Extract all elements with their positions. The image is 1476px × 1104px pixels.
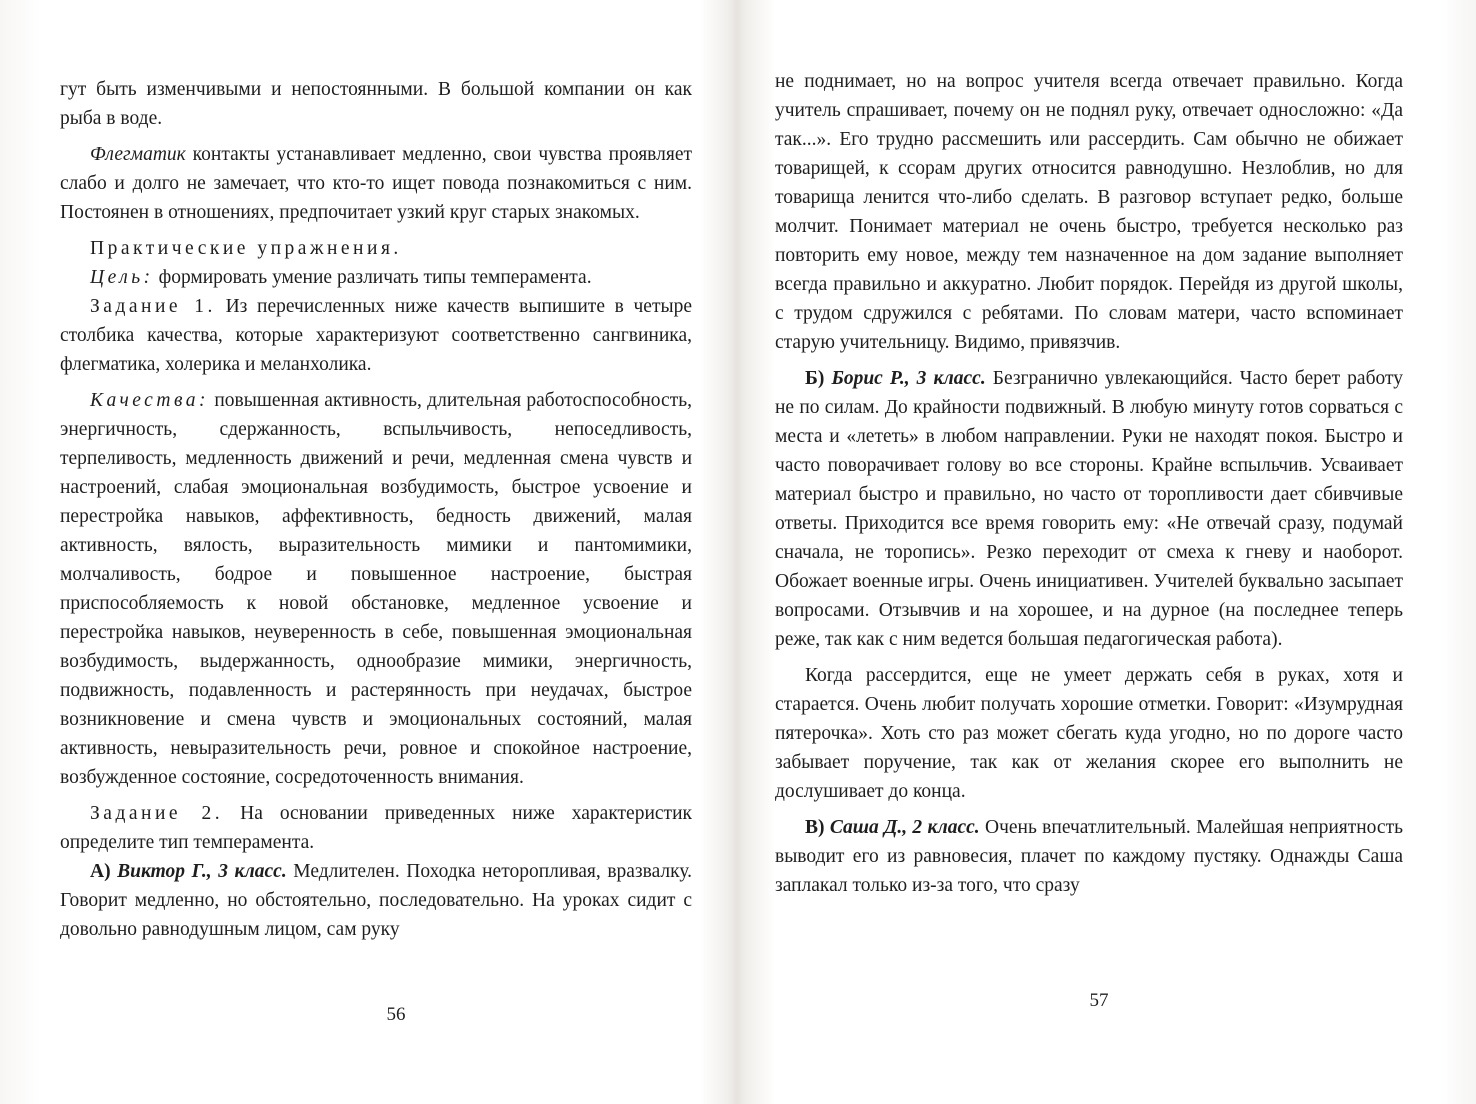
case-b-name: Борис Р., 3 класс. <box>831 368 986 389</box>
paragraph-case-b: Б) Борис Р., 3 класс. Безгранично увлекающийся. Часто берет работу не по силам. До крайности подвижный. В любую минуту готов сорваться с места и «лететь» в любом направлении. Руки не находят покоя. Быстро и часто поворачивает голову во все стороны. Крайне вспыльчив. Усваивает материал быстро и правильно, но часто от торопливости дает сбивчивые ответы. Приходится все время говорить ему: «Не отвечай сразу, подумай сначала, не торопись». Резко переходит от смеха к гневу и наоборот. Обожает военные игры. Очень инициативен. Учителей буквально засыпает вопросами. Отзывчив и на хорошее, и на дурное (на последнее теперь реже, так как с ним ведется большая педагогическая работа). <box>775 368 1404 650</box>
label-task-2: Задание 2. <box>90 803 224 824</box>
paragraph-continuation: не поднимает, но на вопрос учителя всегда отвечает правильно. Когда учитель спрашивает, почему он не поднял руку, отвечает односложно: «Да так...». Его трудно рассмешить или рассердить. Сам обычно не обижает товарищей, к ссорам других относится равнодушно. Незлоблив, но для товарища ленится что-либо сделать. В разговор вступает редко, больше молчит. Понимает материал не очень быстро, требуется несколько раз повторить ему новое, между тем назначенное на дом задание выполняет всегда правильно и аккуратно. Любит порядок. Перейдя из другой школы, с трудом сдружился с ребятами. По словам матери, часто вспоминает старую учительницу. Видимо, привязчив. <box>775 71 1403 353</box>
paragraph-case-c: В) Саша Д., 2 класс. Очень впечатлительный. Малейшая неприятность выводит его из равновесия, плачет по каждому пустяку. Однажды Саша заплакал только из-за того, что сразу <box>775 817 1403 896</box>
case-c-name: Саша Д., 2 класс. <box>829 817 980 838</box>
label-goal: Цель: <box>90 267 154 288</box>
paragraph-phlegmatic: Флегматик контакты устанавливает медленно, свои чувства проявляет слабо и долго не замечает, что кто-то ищет повода познакомиться с ним. Постоянен в отношениях, предпочитает узкий круг старых знакомых. <box>60 144 692 223</box>
paragraph-qualities: Качества: повышенная активность, длительная работоспособность, энергичность, сдержанность, вспыльчивость, непоседливость, терпеливость, медленность движений и речи, медленная смена чувств и настроений, слабая эмоциональная возбудимость, быстрое усвоение и перестройка навыков, аффективность, бедность движений, малая активность, вялость, выразительность мимики и пантомимики, молчаливость, бодрое и повышенное настроение, быстрая приспособляемость к новой обстановке, медленное усвоение и перестройка навыков, неуверенность в себе, повышенная эмоциональная возбудимость, выдержанность, однообразие мимики, энергичность, подвижность, подавленность и растерянность при неудачах, быстрое возникновение и смена чувств и эмоциональных состояний, малая активность, невыразительность речи, ровное и спокойное настроение, возбужденное состояние, сосредоточенность внимания. <box>60 390 692 788</box>
paragraph-case-a: А) Виктор Г., 3 класс. Медлителен. Походка неторопливая, вразвалку. Говорит медленно, но обстоятельно, последовательно. На уроках сидит с довольно равнодушным лицом, сам руку <box>60 861 693 940</box>
term-phlegmatic: Флегматик <box>90 144 186 165</box>
label-task-1: Задание 1. <box>90 296 216 317</box>
case-a-name: Виктор Г., 3 класс. <box>117 861 287 882</box>
page-57 <box>775 0 1403 1104</box>
paragraph-continuation: гут быть изменчивыми и непостоянными. В большой компании он как рыба в воде. <box>60 79 692 129</box>
page-56-body <box>60 75 692 944</box>
paragraph-goal: Цель: формировать умение различать типы темперамента. <box>90 267 592 288</box>
page-57-body <box>775 67 1403 900</box>
paragraph-case-b-continued: Когда рассердится, еще не умеет держать себя в руках, хотя и старается. Очень любит получать хорошие отметки. Говорит: «Изумрудная пятерочка». Хоть сто раз может сбегать куда угодно, но по дороге часто забывает поручение, так как от желания скорее его выполнить не дослушивает до конца. <box>775 665 1403 802</box>
section-heading: Практические упражнения. <box>90 238 402 259</box>
paragraph-task-2: Задание 2. На основании приведенных ниже характеристик определите тип темперамента. <box>60 803 692 853</box>
paragraph-task-1: Задание 1. Из перечисленных ниже качеств выпишите в четыре столбика качества, которые характеризуют соответственно сангвиника, флегматика, холерика и меланхолика. <box>60 296 692 375</box>
page-number: 56 <box>386 1004 406 1025</box>
page-56 <box>60 0 692 1104</box>
page-number: 57 <box>1089 990 1109 1011</box>
label-qualities: Качества: <box>90 390 210 411</box>
